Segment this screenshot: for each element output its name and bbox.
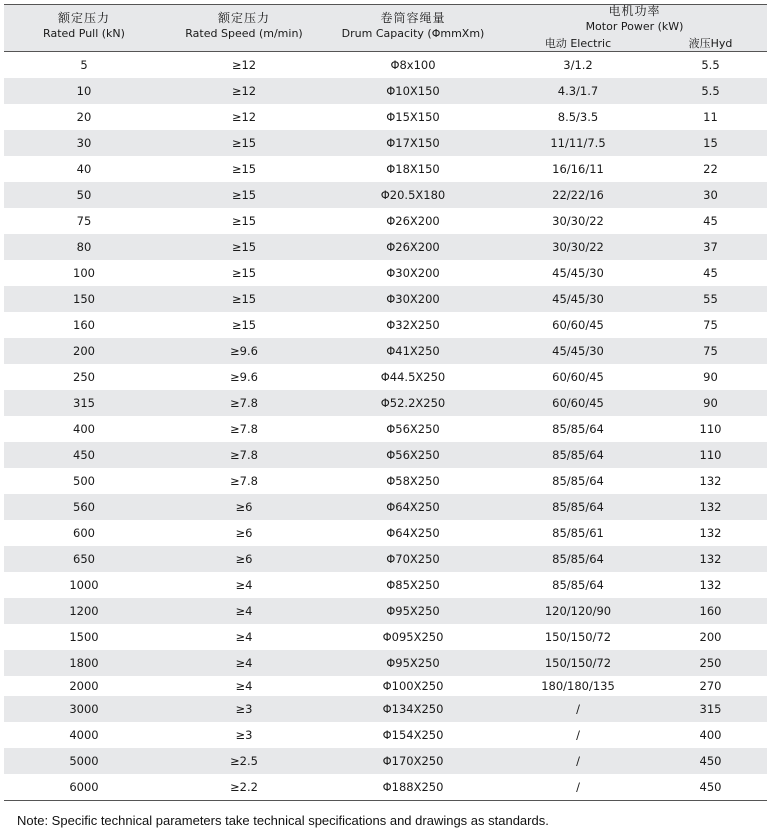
cell-rated-speed: ≥15 (231, 266, 257, 280)
cell-hyd-power: 400 (699, 728, 722, 742)
cell-rated-speed: ≥2.5 (230, 754, 258, 768)
table-row (4, 104, 767, 130)
cell-rated-pull: 1000 (69, 578, 99, 592)
cell-drum-capacity: Φ18X150 (386, 162, 440, 176)
cell-electric-power: 8.5/3.5 (557, 110, 599, 124)
cell-hyd-power: 90 (703, 396, 718, 410)
cell-drum-capacity: Φ134X250 (382, 702, 444, 716)
cell-drum-capacity: Φ170X250 (382, 754, 444, 768)
cell-electric-power: 4.3/1.7 (557, 84, 599, 98)
cell-rated-pull: 1500 (69, 630, 99, 644)
cell-electric-power: 120/120/90 (544, 604, 612, 618)
cell-rated-speed: ≥4 (235, 578, 253, 592)
cell-rated-speed: ≥7.8 (230, 396, 258, 410)
cell-electric-power: 85/85/64 (552, 422, 604, 436)
cell-drum-capacity: Φ26X200 (386, 240, 440, 254)
cell-electric-power: 85/85/64 (552, 552, 604, 566)
cell-hyd-power: 75 (703, 344, 718, 358)
cell-electric-power: 85/85/64 (552, 578, 604, 592)
header-rated-speed (164, 11, 324, 41)
table-row (4, 722, 767, 748)
cell-drum-capacity: Φ56X250 (386, 422, 440, 436)
cell-electric-power: 45/45/30 (552, 344, 604, 358)
cell-drum-capacity: Φ41X250 (386, 344, 440, 358)
cell-drum-capacity: Φ64X250 (386, 500, 440, 514)
cell-electric-power: 85/85/61 (552, 526, 604, 540)
cell-electric-power: 3/1.2 (563, 58, 593, 72)
cell-electric-power: 85/85/64 (552, 448, 604, 462)
table-row (4, 624, 767, 650)
cell-rated-speed: ≥12 (231, 84, 257, 98)
header-motor-power-zh: 电机功率 (608, 4, 661, 18)
cell-drum-capacity: Φ52.2X250 (380, 396, 446, 410)
table-row (4, 598, 767, 624)
cell-drum-capacity: Φ8x100 (390, 58, 436, 72)
cell-hyd-power: 132 (699, 526, 722, 540)
cell-hyd-power: 132 (699, 552, 722, 566)
table-row (4, 468, 767, 494)
cell-electric-power: / (576, 728, 580, 742)
header-drum-capacity-zh: 卷筒容绳量 (380, 11, 446, 25)
cell-electric-power: 150/150/72 (544, 630, 612, 644)
table-row (4, 748, 767, 774)
cell-drum-capacity: Φ32X250 (386, 318, 440, 332)
cell-electric-power: 45/45/30 (552, 266, 604, 280)
cell-hyd-power: 132 (699, 500, 722, 514)
table-row (4, 650, 767, 676)
cell-rated-speed: ≥4 (235, 630, 253, 644)
table-row (4, 78, 767, 104)
table-body (4, 52, 767, 800)
cell-rated-pull: 3000 (69, 702, 99, 716)
cell-rated-speed: ≥9.6 (230, 344, 258, 358)
cell-drum-capacity: Φ10X150 (386, 84, 440, 98)
cell-electric-power: 11/11/7.5 (550, 136, 606, 150)
cell-rated-speed: ≥7.8 (230, 474, 258, 488)
cell-rated-speed: ≥3 (235, 728, 253, 742)
cell-rated-pull: 2000 (69, 679, 99, 693)
cell-hyd-power: 75 (703, 318, 718, 332)
cell-drum-capacity: Φ20.5X180 (380, 188, 446, 202)
cell-rated-speed: ≥15 (231, 240, 257, 254)
cell-rated-pull: 600 (73, 526, 95, 540)
cell-rated-pull: 400 (73, 422, 95, 436)
table-row (4, 390, 767, 416)
cell-hyd-power: 5.5 (701, 84, 720, 98)
header-rated-speed-zh: 额定压力 (217, 11, 270, 25)
table-row (4, 416, 767, 442)
cell-electric-power: 16/16/11 (552, 162, 604, 176)
spec-table (4, 4, 767, 801)
cell-electric-power: 85/85/64 (552, 500, 604, 514)
table-row (4, 546, 767, 572)
cell-rated-speed: ≥4 (235, 604, 253, 618)
cell-rated-speed: ≥3 (235, 702, 253, 716)
cell-rated-pull: 40 (76, 162, 92, 176)
cell-rated-pull: 30 (76, 136, 92, 150)
cell-hyd-power: 132 (699, 474, 722, 488)
header-rated-pull (4, 11, 164, 41)
cell-hyd-power: 15 (703, 136, 718, 150)
cell-rated-pull: 1800 (69, 656, 99, 670)
cell-hyd-power: 30 (703, 188, 718, 202)
cell-drum-capacity: Φ17X150 (386, 136, 440, 150)
cell-rated-speed: ≥15 (231, 214, 257, 228)
cell-drum-capacity: Φ95X250 (386, 656, 440, 670)
cell-drum-capacity: Φ30X200 (386, 292, 440, 306)
header-rated-pull-en: Rated Pull (kN) (43, 27, 125, 40)
cell-electric-power: 22/22/16 (552, 188, 604, 202)
table-row (4, 234, 767, 260)
table-row (4, 494, 767, 520)
cell-electric-power: 30/30/22 (552, 240, 604, 254)
cell-rated-speed: ≥2.2 (230, 780, 258, 794)
cell-drum-capacity: Φ30X200 (386, 266, 440, 280)
table-row (4, 260, 767, 286)
cell-drum-capacity: Φ56X250 (386, 448, 440, 462)
cell-drum-capacity: Φ100X250 (382, 679, 444, 693)
cell-electric-power: 60/60/45 (552, 370, 604, 384)
header-drum-capacity (324, 11, 502, 41)
cell-rated-pull: 200 (73, 344, 95, 358)
cell-electric-power: / (576, 780, 580, 794)
cell-rated-pull: 650 (73, 552, 95, 566)
cell-rated-pull: 1200 (69, 604, 99, 618)
footnote: Note: Specific technical parameters take technical specifications and drawings as standards. (17, 813, 549, 828)
cell-rated-speed: ≥6 (235, 500, 253, 514)
cell-hyd-power: 315 (699, 702, 722, 716)
table-row (4, 696, 767, 722)
cell-rated-speed: ≥12 (231, 58, 257, 72)
cell-drum-capacity: Φ58X250 (386, 474, 440, 488)
cell-drum-capacity: Φ70X250 (386, 552, 440, 566)
cell-electric-power: 180/180/135 (541, 679, 615, 693)
cell-rated-speed: ≥15 (231, 136, 257, 150)
table-row (4, 52, 767, 78)
cell-hyd-power: 200 (699, 630, 722, 644)
cell-rated-pull: 250 (73, 370, 95, 384)
header-rated-speed-en: Rated Speed (m/min) (185, 27, 303, 40)
cell-drum-capacity: Φ188X250 (382, 780, 444, 794)
cell-drum-capacity: Φ85X250 (386, 578, 440, 592)
table-row (4, 774, 767, 800)
cell-hyd-power: 5.5 (701, 58, 720, 72)
cell-hyd-power: 45 (703, 214, 718, 228)
cell-rated-pull: 5000 (69, 754, 99, 768)
cell-electric-power: 60/60/45 (552, 396, 604, 410)
table-row (4, 364, 767, 390)
table-row (4, 442, 767, 468)
cell-hyd-power: 250 (699, 656, 722, 670)
table-row (4, 208, 767, 234)
cell-rated-speed: ≥15 (231, 188, 257, 202)
cell-electric-power: / (576, 702, 580, 716)
cell-rated-speed: ≥7.8 (230, 448, 258, 462)
header-motor-power-en: Motor Power (kW) (585, 20, 684, 33)
cell-rated-pull: 5 (80, 58, 88, 72)
table-bottom-rule (4, 800, 767, 801)
cell-drum-capacity: Φ26X200 (386, 214, 440, 228)
cell-drum-capacity: Φ15X150 (386, 110, 440, 124)
cell-electric-power: 85/85/64 (552, 474, 604, 488)
cell-rated-speed: ≥6 (235, 526, 253, 540)
cell-electric-power: 30/30/22 (552, 214, 604, 228)
cell-drum-capacity: Φ44.5X250 (380, 370, 446, 384)
cell-rated-pull: 20 (76, 110, 92, 124)
cell-rated-speed: ≥7.8 (230, 422, 258, 436)
cell-rated-pull: 560 (73, 500, 95, 514)
cell-hyd-power: 37 (703, 240, 718, 254)
cell-drum-capacity: Φ095X250 (382, 630, 444, 644)
cell-hyd-power: 45 (703, 266, 718, 280)
header-rated-pull-zh: 额定压力 (57, 11, 110, 25)
cell-rated-pull: 160 (73, 318, 95, 332)
cell-electric-power: 60/60/45 (552, 318, 604, 332)
cell-rated-speed: ≥15 (231, 292, 257, 306)
cell-rated-speed: ≥15 (231, 162, 257, 176)
cell-drum-capacity: Φ64X250 (386, 526, 440, 540)
cell-rated-speed: ≥9.6 (230, 370, 258, 384)
cell-hyd-power: 270 (699, 679, 722, 693)
cell-hyd-power: 110 (699, 448, 722, 462)
cell-rated-speed: ≥6 (235, 552, 253, 566)
cell-rated-pull: 6000 (69, 780, 99, 794)
table-row (4, 338, 767, 364)
cell-drum-capacity: Φ95X250 (386, 604, 440, 618)
cell-rated-pull: 75 (76, 214, 92, 228)
cell-rated-pull: 315 (73, 396, 95, 410)
cell-rated-pull: 150 (73, 292, 95, 306)
cell-hyd-power: 110 (699, 422, 722, 436)
table-row (4, 130, 767, 156)
table-row (4, 312, 767, 338)
cell-hyd-power: 11 (703, 110, 718, 124)
cell-rated-speed: ≥12 (231, 110, 257, 124)
cell-electric-power: / (576, 754, 580, 768)
cell-hyd-power: 160 (699, 604, 722, 618)
header-motor-power (502, 4, 767, 34)
cell-electric-power: 150/150/72 (544, 656, 612, 670)
table-row (4, 676, 767, 696)
table-header (4, 4, 767, 52)
cell-rated-pull: 4000 (69, 728, 99, 742)
cell-rated-speed: ≥4 (235, 656, 253, 670)
cell-hyd-power: 22 (703, 162, 718, 176)
cell-rated-speed: ≥4 (235, 679, 253, 693)
cell-drum-capacity: Φ154X250 (382, 728, 444, 742)
cell-rated-speed: ≥15 (231, 318, 257, 332)
cell-electric-power: 45/45/30 (552, 292, 604, 306)
cell-rated-pull: 80 (76, 240, 92, 254)
header-hyd: 液压Hyd (688, 37, 733, 50)
cell-rated-pull: 500 (73, 474, 95, 488)
cell-hyd-power: 450 (699, 754, 722, 768)
cell-rated-pull: 100 (73, 266, 95, 280)
cell-rated-pull: 450 (73, 448, 95, 462)
cell-rated-pull: 10 (76, 84, 92, 98)
cell-hyd-power: 450 (699, 780, 722, 794)
header-drum-capacity-en: Drum Capacity (ΦmmXm) (341, 27, 485, 40)
header-electric: 电动 Electric (544, 37, 612, 50)
table-row (4, 572, 767, 598)
table-row (4, 182, 767, 208)
cell-hyd-power: 132 (699, 578, 722, 592)
cell-hyd-power: 90 (703, 370, 718, 384)
cell-hyd-power: 55 (703, 292, 718, 306)
table-row (4, 286, 767, 312)
table-row (4, 520, 767, 546)
cell-rated-pull: 50 (76, 188, 92, 202)
table-row (4, 156, 767, 182)
